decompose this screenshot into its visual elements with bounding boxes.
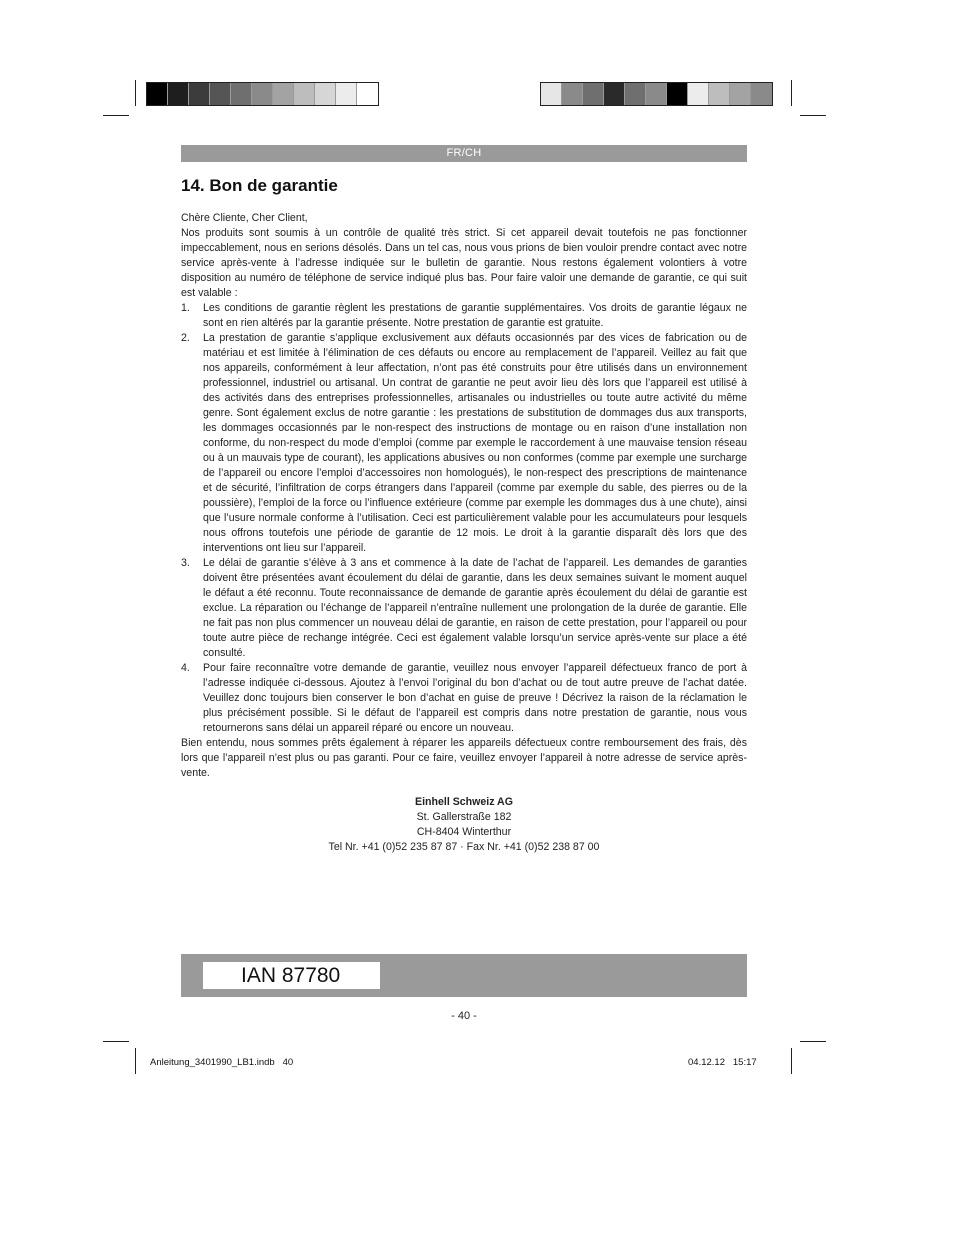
color-swatch — [541, 83, 562, 105]
street: St. Gallerstraße 182 — [416, 811, 512, 823]
crop-mark — [103, 115, 129, 116]
color-calibration-bar-right — [540, 82, 773, 106]
crop-mark — [135, 1048, 136, 1074]
list-item-number: 1. — [181, 302, 190, 314]
list-item — [181, 301, 747, 331]
color-swatch — [562, 83, 583, 105]
color-swatch — [294, 83, 315, 105]
color-swatch — [357, 83, 378, 105]
color-swatch — [688, 83, 709, 105]
warranty-conditions-list — [181, 301, 747, 736]
color-swatch — [625, 83, 646, 105]
warranty-text — [181, 211, 747, 781]
color-swatch — [252, 83, 273, 105]
color-swatch — [730, 83, 751, 105]
ian-label: IAN 87780 — [203, 962, 380, 989]
list-item-number: 4. — [181, 662, 190, 674]
crop-mark — [135, 80, 136, 106]
color-swatch — [168, 83, 189, 105]
closing-paragraph: Bien entendu, nous sommes prêts également à réparer les appareils défectueux contre remboursement des frais, dès lors que l’appareil n’est plus ou pas garanti. Pour ce faire, veuillez envoyer l’appareil à notre adresse de service après-vente. — [181, 737, 747, 779]
page-number: - 40 - — [451, 1010, 477, 1022]
list-item — [181, 331, 747, 556]
color-swatch — [751, 83, 772, 105]
list-item — [181, 556, 747, 661]
crop-mark — [800, 115, 826, 116]
color-swatch — [273, 83, 294, 105]
color-swatch — [147, 83, 168, 105]
intro-paragraph: Nos produits sont soumis à un contrôle de qualité très strict. Si cet appareil devait toutefois ne pas fonctionner impeccablement, nous en serions désolés. Dans un tel cas, nous vous prions de bien vouloir prendre contact avec notre service après-vente à l’adresse indiquée sur le bulletin de garantie. Nous restons également volontiers à votre disposition au numéro de téléphone de service indiqué plus bas. Pour faire valoir une demande de garantie, ce qui suit est valable : — [181, 227, 747, 299]
list-item-text: Les conditions de garantie règlent les prestations de garantie supplémentaires. Vos droits de garantie légaux ne sont en rien altérés par la garantie présente. Notre prestation de garantie est gratuite. — [203, 302, 747, 329]
color-swatch — [210, 83, 231, 105]
color-calibration-bar-left — [146, 82, 379, 106]
list-item-text: Le délai de garantie s’élève à 3 ans et commence à la date de l’achat de l’appareil. Les demandes de garanties doivent être présentées avant écoulement du délai de garantie, dans les deux semaines suivant le moment auquel le défaut a été reconnu. Toute reconnaissance de demande de garantie après écoulement du délai de garantie est exclue. La réparation ou l’échange de l’appareil n’entraîne nullement une prolongation de la durée de garantie. Elle ne fait pas non plus commencer un nouveau délai de garantie, en raison de cette prestation, pour l’appareil ou pour toute autre pièce de rechange intégrée. Ceci est également valable lorsqu’un service après-vente sur place a été consulté. — [203, 557, 747, 659]
color-swatch — [189, 83, 210, 105]
color-swatch — [604, 83, 625, 105]
color-swatch — [231, 83, 252, 105]
color-swatch — [646, 83, 667, 105]
crop-mark — [800, 1041, 826, 1042]
color-swatch — [336, 83, 357, 105]
list-item-text: La prestation de garantie s’applique exclusivement aux défauts occasionnés par des vices de fabrication ou de matériau et est limitée à l’élimination de ces défauts ou encore au remplacement de l’appareil. Veillez au fait que nos appareils, conformément à leur affectation, n’ont pas été construits pour être utilisés dans un environnement professionnel, industriel ou artisanal. Un contrat de garantie ne peut avoir lieu dès lors que l’appareil est utilisé à des activités dans des entreprises professionnelles, artisanales ou industrielles ou toute autre activité du même genre. Sont également exclus de notre garantie : les prestations de substitution de dommages dus aux transports, les dommages occasionnés par le non-respect des instructions de montage ou en raison d’une installation non conforme, du non-respect du mode d’emploi (comme par exemple le raccordement à une mauvaise tension réseau ou à un mauvais type de courant), les applications abusives ou non conformes (comme par exemple une surcharge de l’appareil ou encore l’emploi d’accessoires non homologués), le non-respect des prescriptions de maintenance et de sécurité, l’infiltration de corps étrangers dans l’appareil (comme par exemple du sable, des pierres ou de la poussière), l’emploi de la force ou l’influence extérieure (comme par exemple les dommages dus à une chute), ainsi que l’usure normale conforme à l’utilisation. Ceci est particulièrement valable pour les accumulateurs pour lesquels nous offrons toutefois une période de garantie de 12 mois. Le droit à la garantie disparaît dès lors que des interventions ont lieu sur l’appareil. — [203, 332, 747, 554]
color-swatch — [315, 83, 336, 105]
service-address — [181, 795, 747, 855]
footer-datetime: 04.12.12 15:17 — [688, 1057, 757, 1068]
list-item-number: 3. — [181, 557, 190, 569]
city: CH-8404 Winterthur — [416, 826, 512, 838]
crop-mark — [791, 80, 792, 106]
footer-filename: Anleitung_3401990_LB1.indb 40 — [150, 1057, 294, 1068]
phone-fax: Tel Nr. +41 (0)52 235 87 87 · Fax Nr. +41 (0)52 238 87 00 — [328, 841, 600, 853]
section-title: 14. Bon de garantie — [181, 176, 338, 195]
crop-mark — [791, 1048, 792, 1074]
crop-mark — [103, 1041, 129, 1042]
company-name: Einhell Schweiz AG — [415, 796, 513, 808]
color-swatch — [667, 83, 688, 105]
greeting: Chère Cliente, Cher Client, — [181, 212, 308, 224]
color-swatch — [583, 83, 604, 105]
list-item-number: 2. — [181, 332, 190, 344]
language-band — [181, 145, 747, 162]
color-swatch — [709, 83, 730, 105]
list-item-text: Pour faire reconnaître votre demande de garantie, veuillez nous envoyer l’appareil défectueux franco de port à l’adresse indiquée ci-dessous. Ajoutez à l’envoi l’original du bon d’achat ou de tout autre preuve de l’achat datée. Veuillez donc toujours bien conserver le bon d’achat en guise de preuve ! Décrivez la raison de la réclamation le plus précisément possible. Si le défaut de l’appareil est compris dans notre prestation de garantie, nous vous retournerons sans délai un appareil réparé ou encore un nouveau. — [203, 662, 747, 734]
language-label: FR/CH — [446, 147, 482, 159]
list-item — [181, 661, 747, 736]
